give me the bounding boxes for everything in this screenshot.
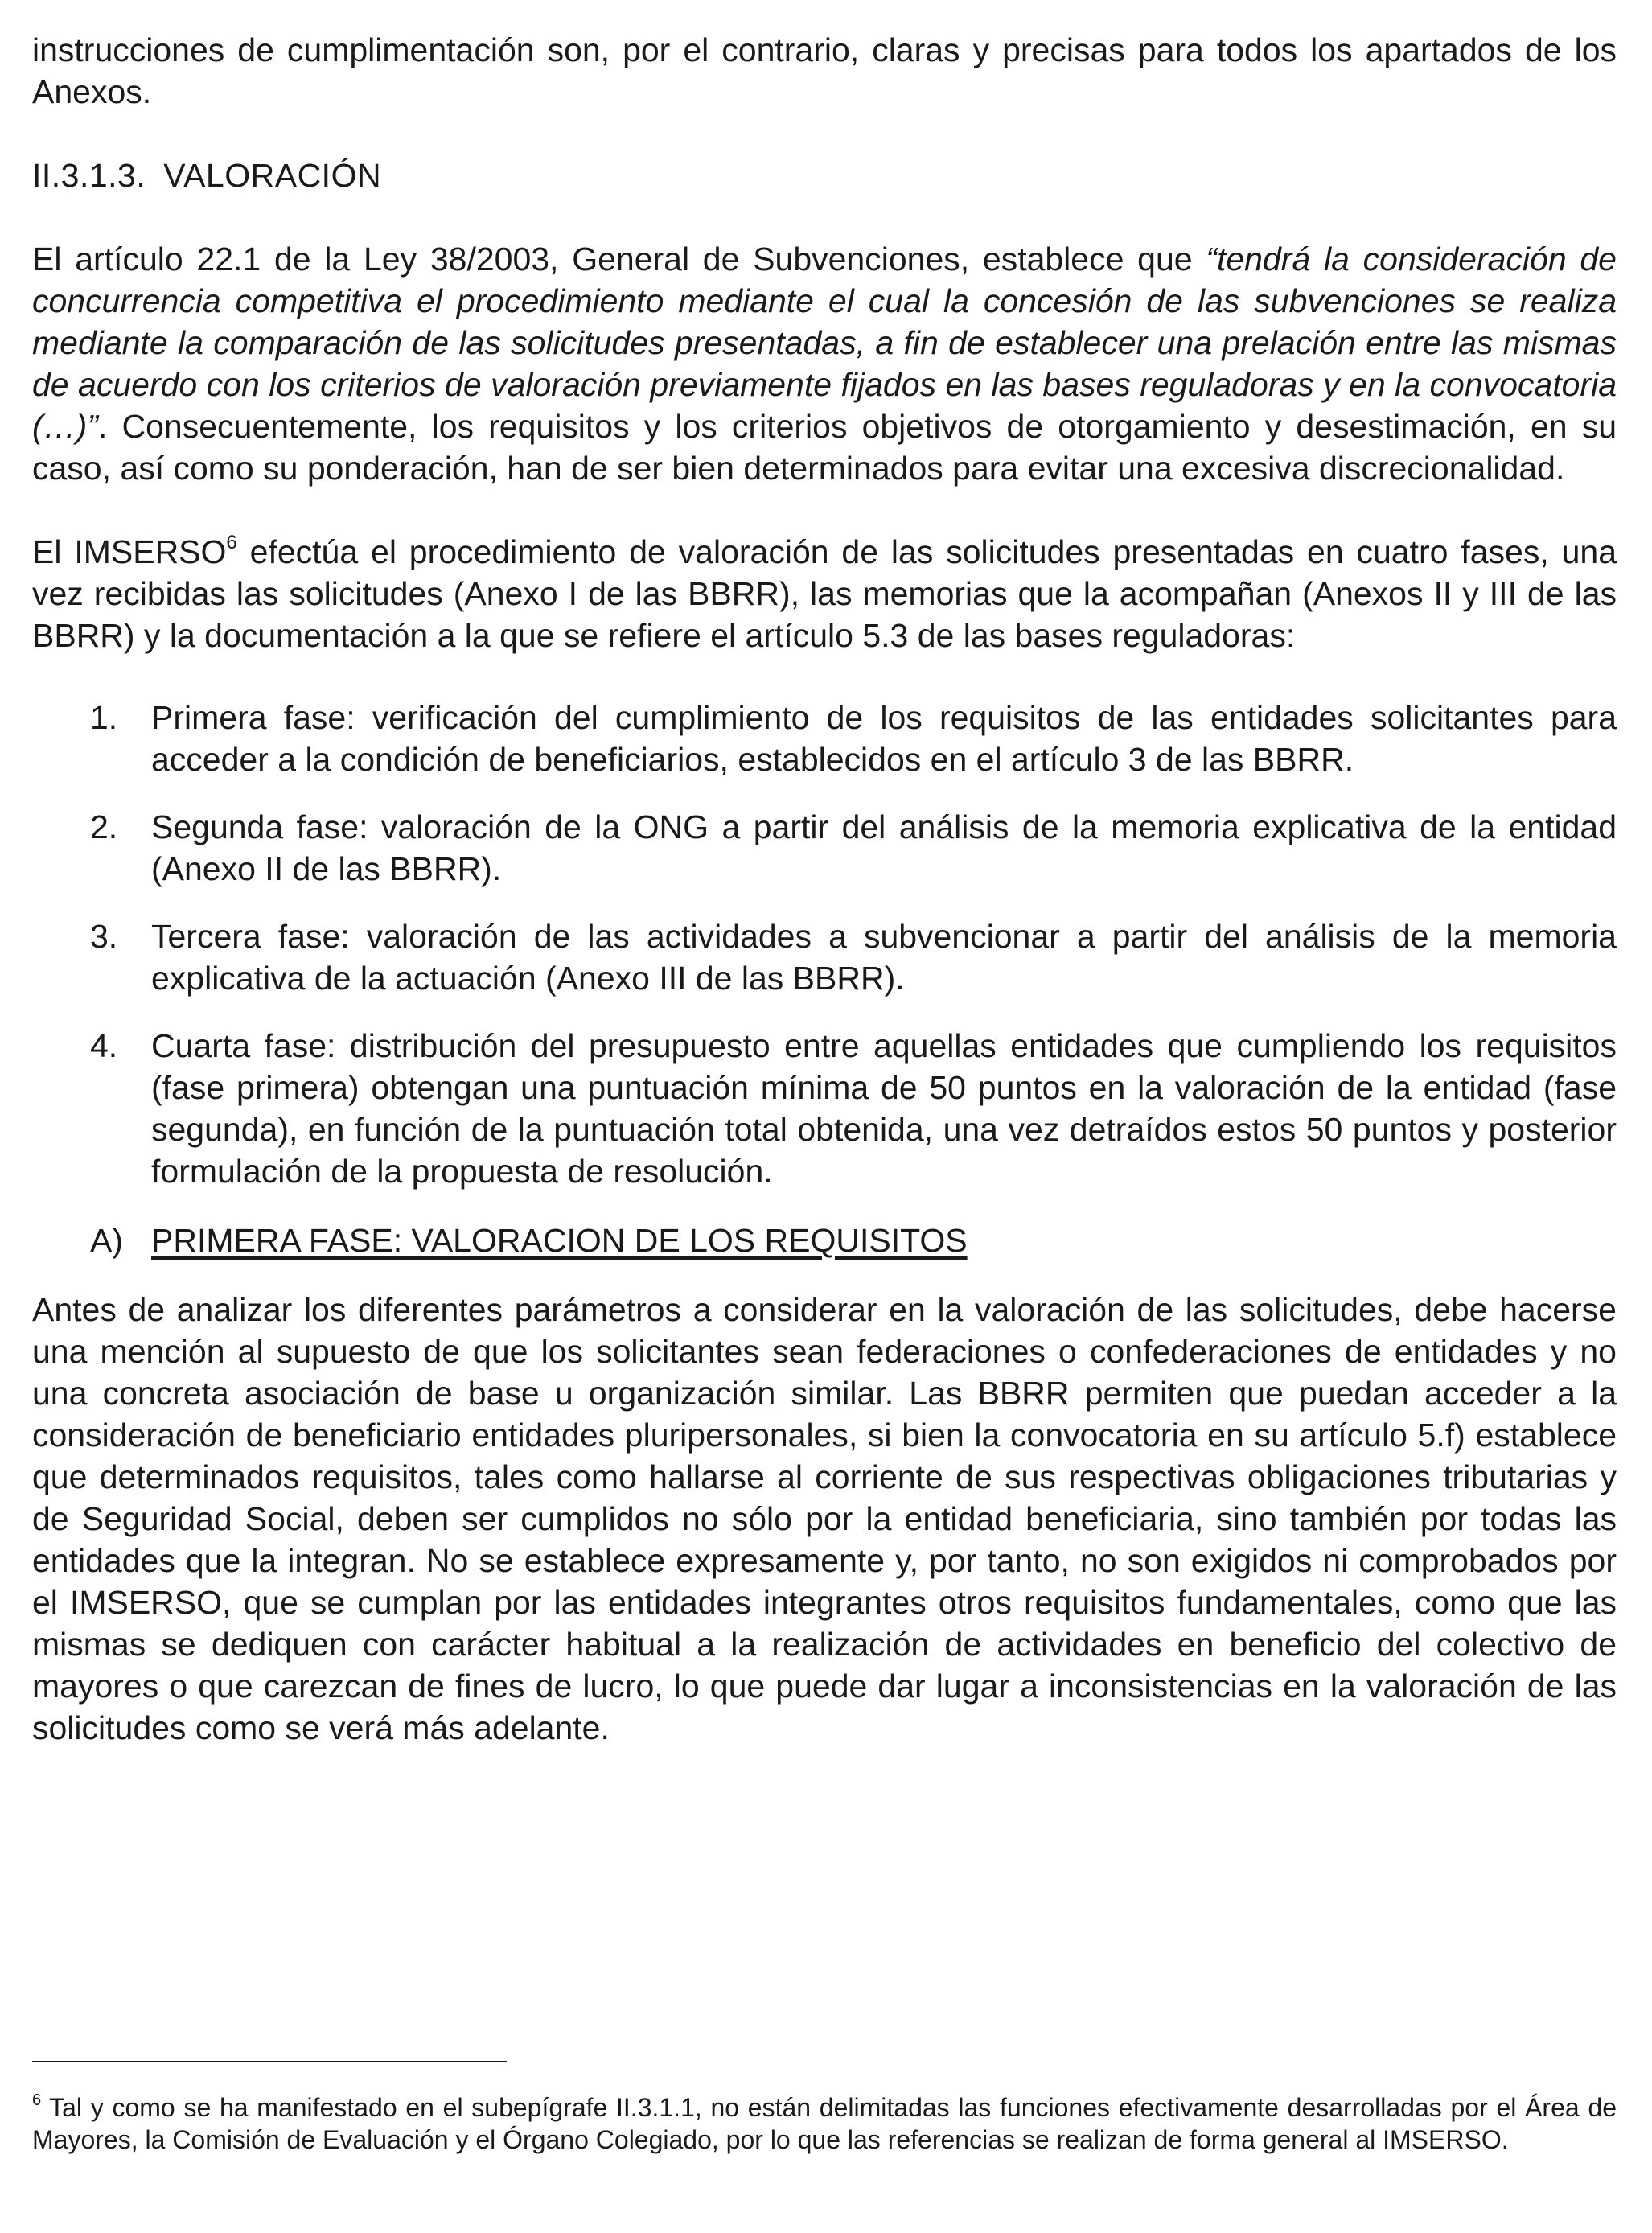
subsection-heading [32,1219,1617,1261]
footnote-mark: 6 [32,2091,42,2109]
list-marker: 4. [90,1027,118,1064]
citation-quote: “tendrá la consideración de concurrencia competitiva el procedimiento mediante el cual la concesión de las subvenciones se realiza mediante la comparación de las solicitudes presentadas, a fin de establecer una prelación entre las mismas de acuerdo con los criterios de valoración previamente fijados en las bases reguladoras y en la convocatoria (…)” [32,241,1617,445]
citation-tail: . Consecuentemente, los requisitos y los criterios objetivos de otorgamiento y desestimación, en su caso, así como su ponderación, han de ser bien determinados para evitar una excesiva discrecionalidad. [32,408,1617,487]
section-title: VALORACIÓN [163,157,382,194]
phase-text: Tercera fase: valoración de las actividades a subvencionar a partir del análisis de la memoria explicativa de la actuación (Anexo III de las BBRR). [151,918,1617,997]
footnote [32,2091,1617,2156]
procedure-lead: El IMSERSO [32,533,227,570]
list-spacer [32,890,1617,915]
list-item-phase-2 [32,806,1617,890]
requirements-paragraph: Antes de analizar los diferentes parámetros a considerar en la valoración de las solicitudes, debe hacerse una mención al supuesto de que los solicitantes sean federaciones o confederaciones de entidades y no una concreta asociación de base u organización similar. Las BBRR permiten que puedan acceder a la consideración de beneficiario entidades pluripersonales, si bien la convocatoria en su artículo 5.f) establece que determinados requisitos, tales como hallarse al corriente de sus respectivas obligaciones tributarias y de Seguridad Social, deben ser cumplidos no sólo por la entidad beneficiaria, sino también por todas las entidades que la integran. No se establece expresamente y, por tanto, no son exigidos ni comprobados por el IMSERSO, que se cumplan por las entidades integrantes otros requisitos fundamentales, como que las mismas se dediquen con carácter habitual a la realización de actividades en beneficio del colectivo de mayores o que carezcan de fines de lucro, lo que puede dar lugar a inconsistencias en la valoración de las solicitudes como se verá más adelante. [32,1291,1617,1746]
footnote-divider [32,2061,507,2062]
list-marker: 1. [90,699,118,736]
section-heading [32,154,1617,196]
procedure-paragraph [32,531,1617,656]
section-number: II.3.1.3. [32,157,146,194]
list-item-phase-1 [32,697,1617,780]
footnote-reference[interactable]: 6 [226,532,237,553]
footnote-text: Tal y como se ha manifestado en el subepígrafe II.3.1.1, no están delimitadas las funciones efectivamente desarrolladas por el Área de Mayores, la Comisión de Evaluación y el Órgano Colegiado, por lo que las referencias se realizan de forma general al IMSERSO. [32,2093,1617,2154]
list-marker: 3. [90,918,118,955]
procedure-tail: efectúa el procedimiento de valoración de las solicitudes presentadas en cuatro fases, una vez recibidas las solicitudes (Anexo I de las BBRR), las memorias que la acompañan (Anexos II y III de las BBRR) y la documentación a la que se refiere el artículo 5.3 de las bases reguladoras: [32,533,1617,654]
legal-citation-paragraph [32,238,1617,489]
phase-text: Segunda fase: valoración de la ONG a partir del análisis de la memoria explicativa de la entidad (Anexo II de las BBRR). [151,808,1617,887]
list-spacer [32,999,1617,1025]
subsection-title: PRIMERA FASE: VALORACION DE LOS REQUISITOS [151,1222,968,1259]
intro-paragraph: instrucciones de cumplimentación son, por el contrario, claras y precisas para todos los apartados de los Anexos. [32,31,1617,110]
phase-text: Cuarta fase: distribución del presupuesto entre aquellas entidades que cumpliendo los requisitos (fase primera) obtengan una puntuación mínima de 50 puntos en la valoración de la entidad (fase segunda), en función de la puntuación total obtenida, una vez detraídos estos 50 puntos y posterior formulación de la propuesta de resolución. [151,1027,1617,1190]
list-spacer [32,780,1617,806]
phases-list [32,697,1617,1192]
phase-text: Primera fase: verificación del cumplimiento de los requisitos de las entidades solicitantes para acceder a la condición de beneficiarios, establecidos en el artículo 3 de las BBRR. [151,699,1617,778]
list-item-phase-4 [32,1025,1617,1192]
citation-lead: El artículo 22.1 de la Ley 38/2003, General de Subvenciones, establece que [32,241,1206,278]
list-marker: 2. [90,808,118,845]
list-item-phase-3 [32,915,1617,999]
subsection-marker: A) [90,1222,123,1259]
document-page [32,29,1617,1749]
